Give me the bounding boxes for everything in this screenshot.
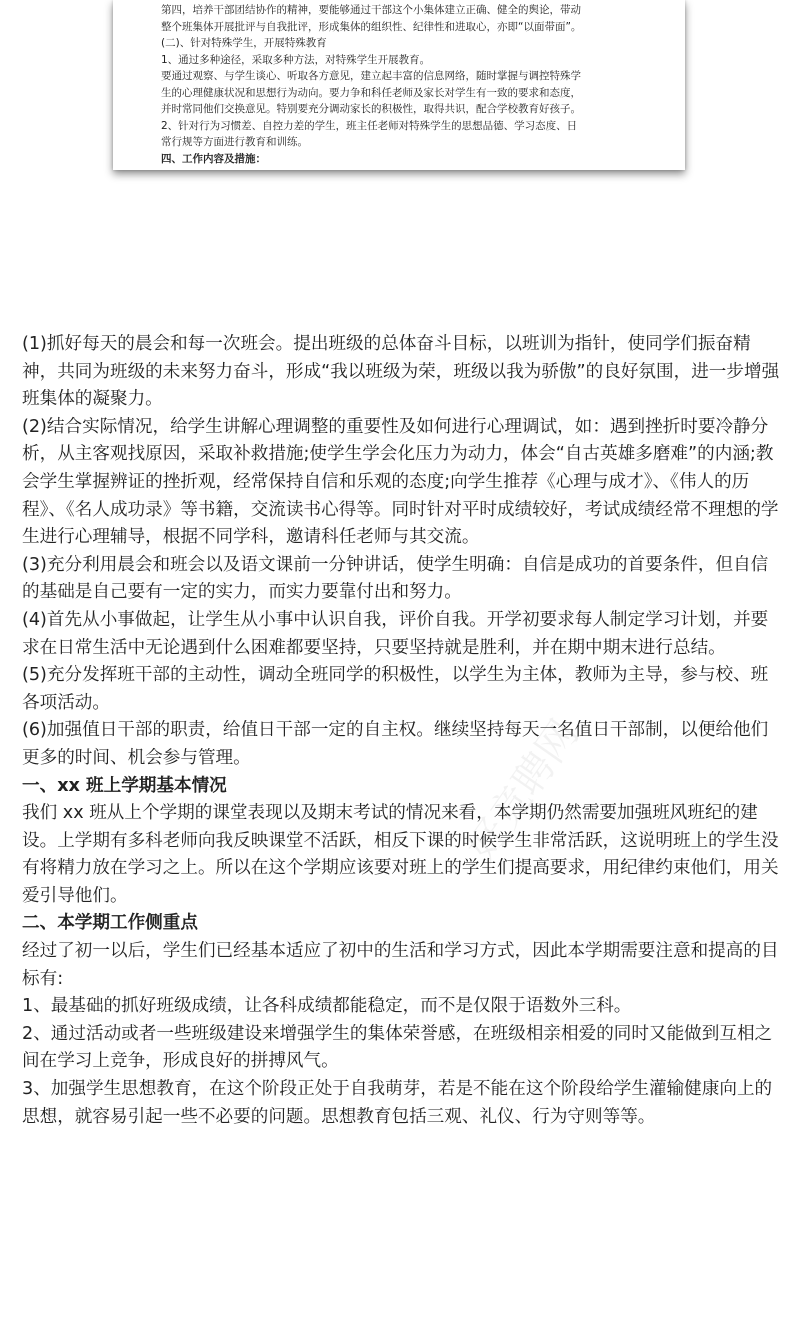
paragraph: 2、通过活动或者一些班级建设来增强学生的集体荣誉感，在班级相亲相爱的同时又能做到互相之间在学习上竞争，形成良好的拼搏风气。 — [22, 1023, 773, 1072]
preview-line: 并时常同他们交换意见。特别要充分调动家长的积极性，取得共识，配合学校教育好孩子。 — [161, 103, 581, 115]
document-preview-card — [113, 0, 685, 170]
preview-line: (二)、针对特殊学生，开展特殊教育 — [161, 37, 327, 49]
preview-line: 第四，培养干部团结协作的精神，要能够通过干部这个小集体建立正确、健全的舆论，带动 — [161, 4, 581, 16]
paragraph: 1、最基础的抓好班级成绩，让各科成绩都能稳定，而不是仅限于语数外三科。 — [22, 996, 632, 1017]
paragraph: (4)首先从小事做起，让学生从小事中认识自我，评价自我。开学初要求每人制定学习计划，并要求在日常生活中无论遇到什么困难都要坚持，只要坚持就是胜利，并在期中期末进行总结。 — [22, 609, 769, 658]
section-heading: 二、本学期工作侧重点 — [22, 913, 198, 934]
preview-heading: 四、工作内容及措施： — [161, 152, 266, 165]
preview-line: 1、通过多种途径，采取多种方法，对特殊学生开展教育。 — [161, 53, 431, 66]
paragraph: (5)充分发挥班干部的主动性，调动全班同学的积极性，以学生为主体，教师为主导，参与校、班各项活动。 — [22, 665, 769, 713]
preview-line: 生的心理健康状况和思想行为动向。要力争和科任老师及家长对学生有一致的要求和态度， — [161, 86, 581, 99]
preview-line: 整个班集体开展批评与自我批评，形成集体的组织性、纪律性和进取心，亦即“以面带面”。 — [161, 20, 582, 33]
paragraph: 3、加强学生思想教育，在这个阶段正处于自我萌芽，若是不能在这个阶段给学生灌输健康向上的思想，就容易引起一些不必要的问题。思想教育包括三观、礼仪、行为守则等等。 — [22, 1079, 773, 1127]
paragraph: (1)抓好每天的晨会和每一次班会。提出班级的总体奋斗目标，以班训为指针，使同学们振奋精神，共同为班级的未来努力奋斗，形成“我以班级为荣，班级以我为骄傲”的良好氛围，进一步增强班集体的凝聚力。 — [22, 334, 780, 410]
section-heading: 一、xx 班上学期基本情况 — [22, 775, 227, 796]
preview-line: 2、针对行为习惯差、自控力差的学生，班主任老师对特殊学生的思想品德、学习态度、日 — [161, 119, 578, 132]
paragraph: 经过了初一以后，学生们已经基本适应了初中的生活和学习方式，因此本学期需要注意和提高的目标有: — [22, 941, 779, 989]
paragraph: 我们 xx 班从上个学期的课堂表现以及期末考试的情况来看，本学期仍然需要加强班风班纪的建设。上学期有多科老师向我反映课堂不活跃，相反下课的时候学生非常活跃，这说明班上的学生没有将精力放在学习之上。所以在这个学期应该要对班上的学生们提高要求，用纪律约束他们，用关爱引导他们。 — [22, 803, 779, 906]
preview-line: 要通过观察、与学生谈心、听取各方意见，建立起丰富的信息网络，随时掌握与调控特殊学 — [161, 70, 581, 82]
preview-line: 常行规等方面进行教育和训练。 — [161, 136, 308, 148]
paragraph: (6)加强值日干部的职责，给值日干部一定的自主权。继续坚持每天一名值日干部制，以便给他们更多的时间、机会参与管理。 — [22, 720, 769, 768]
preview-text — [161, 2, 661, 167]
paragraph: (3)充分利用晨会和班会以及语文课前一分钟讲话，使学生明确：自信是成功的首要条件，但自信的基础是自己要有一定的实力，而实力要靠付出和努力。 — [22, 554, 769, 603]
document-body — [22, 331, 780, 1131]
watermark: 好竞聘网 — [458, 711, 588, 870]
paragraph: (2)结合实际情况，给学生讲解心理调整的重要性及如何进行心理调试，如：遇到挫折时要冷静分析，从主客观找原因，采取补救措施;使学生学会化压力为动力，体会“自古英雄多磨难”的内涵;教会学生掌握辨证的挫折观，经常保持自信和乐观的态度;向学生推荐《心理与成才》、《伟人的历程》、《名人成功录》等书籍，交流读书心得等。同时针对平时成绩较好，考试成绩经常不理想的学生进行心理辅导，根据不同学科，邀请科任老师与其交流。 — [22, 416, 779, 548]
